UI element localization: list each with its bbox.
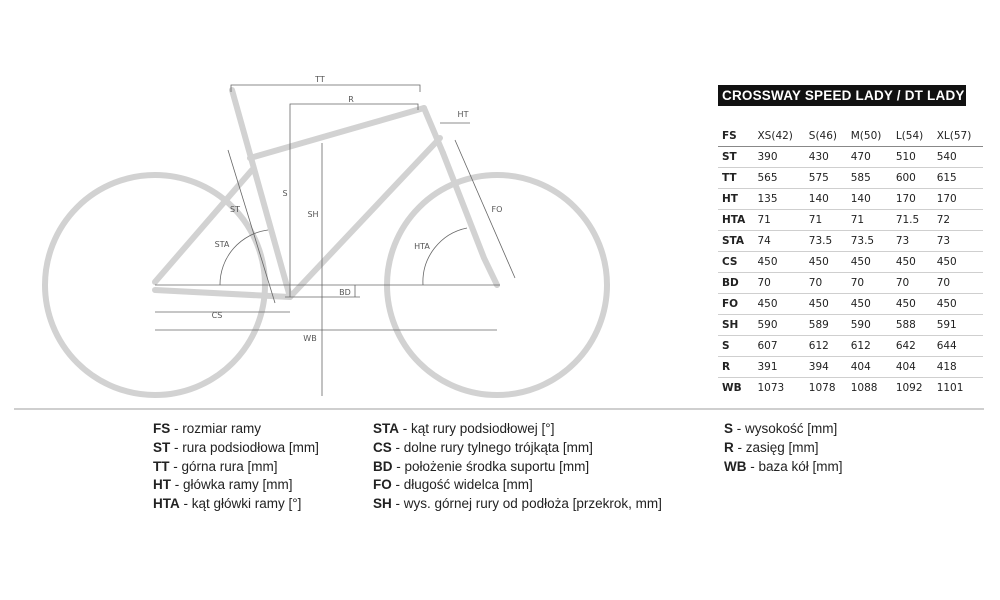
label-tt: TT: [315, 75, 325, 84]
table-cell: 71: [847, 210, 892, 231]
table-cell: 73: [892, 231, 933, 252]
label-r: R: [348, 95, 354, 104]
legend-text: - wysokość [mm]: [733, 421, 838, 436]
table-cell: 70: [805, 273, 847, 294]
table-row: [718, 273, 983, 294]
table-cell: 565: [753, 168, 804, 189]
legend-text: - zasięg [mm]: [733, 439, 819, 455]
label-wb: WB: [303, 334, 317, 343]
legend-abbr: ST: [153, 439, 171, 455]
table-cell: 450: [753, 294, 804, 315]
table-row: [718, 168, 983, 189]
label-s: S: [282, 189, 288, 198]
legend-item: [373, 458, 662, 477]
table-cell: 71: [805, 210, 847, 231]
legend-abbr: CS: [373, 439, 392, 455]
table-row-label: ST: [718, 147, 753, 168]
table-row-label: SH: [718, 315, 753, 336]
label-ht: HT: [457, 110, 469, 119]
legend-abbr: HTA: [153, 496, 180, 512]
table-cell: 470: [847, 147, 892, 168]
table-cell: 390: [753, 147, 804, 168]
r-dimension: [290, 104, 418, 110]
table-cell: 70: [933, 273, 983, 294]
legend-abbr: FO: [373, 477, 392, 493]
table-cell: 450: [892, 294, 933, 315]
hta-arc: [423, 228, 467, 285]
table-cell: 1073: [757, 382, 785, 394]
table-cell: 70: [847, 273, 892, 294]
table-cell: 71: [753, 210, 804, 231]
table-row-label: BD: [718, 273, 753, 294]
table-row-label: R: [718, 357, 753, 378]
table-size-header: XL(57): [933, 126, 983, 147]
legend-text: - położenie środka suportu [mm]: [392, 458, 590, 474]
table-size-header: M(50): [847, 126, 892, 147]
table-cell: 450: [805, 294, 847, 315]
frame: [155, 90, 497, 297]
table-row-label: WB: [722, 382, 742, 394]
table-cell: 70: [892, 273, 933, 294]
legend-item: [373, 439, 662, 458]
table-cell: 591: [933, 315, 983, 336]
table-size-header: XS(42): [753, 126, 804, 147]
legend-column-3: [724, 420, 843, 476]
table-cell: 600: [892, 168, 933, 189]
table-cell: 615: [933, 168, 983, 189]
table-row: [718, 252, 983, 273]
legend-text: - rozmiar ramy: [170, 421, 262, 436]
table-cell: 1092: [895, 382, 923, 394]
table-cell: 450: [753, 252, 804, 273]
legend-item: [153, 458, 319, 477]
table-cell: 450: [805, 252, 847, 273]
table-cell: 74: [753, 231, 804, 252]
legend-text: - długość widelca [mm]: [391, 477, 533, 493]
legend-abbr: FS: [153, 421, 171, 436]
table-cell: 170: [892, 189, 933, 210]
table-cell: 1101: [936, 382, 964, 394]
legend-text: - rura podsiodłowa [mm]: [170, 439, 319, 455]
table-cell: 1078: [808, 382, 836, 394]
table-row-label: HTA: [718, 210, 753, 231]
geometry-table: [718, 126, 983, 398]
table-cell: 73: [933, 231, 983, 252]
table-cell: 612: [847, 336, 892, 357]
top-tube: [250, 108, 424, 158]
legend-text: - baza kół [mm]: [746, 458, 843, 474]
legend-item: [153, 476, 319, 495]
table-row: [718, 315, 983, 336]
table-cell: 590: [753, 315, 804, 336]
table-row: [718, 189, 983, 210]
table-cell: 71.5: [892, 210, 933, 231]
legend-abbr: TT: [153, 458, 170, 474]
legend-item: [724, 439, 843, 458]
legend-item: [373, 476, 662, 495]
legend-abbr: BD: [373, 458, 393, 474]
legend-item: [724, 458, 843, 477]
table-cell: 404: [892, 357, 933, 378]
legend-column-1: [153, 420, 319, 514]
table-cell: 140: [805, 189, 847, 210]
table-size-header: S(46): [805, 126, 847, 147]
table-header-row: [718, 126, 983, 147]
table-row-label: CS: [718, 252, 753, 273]
table-cell: 70: [753, 273, 804, 294]
table-cell: 418: [933, 357, 983, 378]
legend-item: [153, 439, 319, 458]
legend-text: - górna rura [mm]: [169, 458, 278, 474]
legend-item: [373, 420, 662, 439]
table-cell: 404: [847, 357, 892, 378]
legend-item: [153, 495, 319, 514]
table-row-label: S: [718, 336, 753, 357]
table-header-label: FS: [718, 126, 753, 147]
table-cell: 450: [933, 252, 983, 273]
table-cell: 590: [847, 315, 892, 336]
table-row: [718, 378, 983, 399]
table-row-label: STA: [718, 231, 753, 252]
table-cell: 510: [892, 147, 933, 168]
legend-text: - kąt rury podsiodłowej [°]: [399, 421, 555, 436]
table-row: [718, 294, 983, 315]
table-cell: 642: [892, 336, 933, 357]
table-cell: 73.5: [847, 231, 892, 252]
legend-item: [724, 420, 843, 439]
legend-abbr: S: [724, 421, 734, 436]
legend-text: - wys. górnej rury od podłoża [przekrok, mm]: [391, 496, 662, 512]
table-cell: 1088: [850, 382, 878, 394]
table-cell: 450: [892, 252, 933, 273]
separator-line: [14, 408, 984, 410]
label-hta: HTA: [414, 242, 430, 251]
table-cell: 394: [805, 357, 847, 378]
legend-abbr: SH: [373, 496, 392, 512]
label-st: ST: [230, 205, 240, 214]
table-row: [718, 357, 983, 378]
table-row: [718, 336, 983, 357]
table-row: [718, 231, 983, 252]
table-cell: 575: [805, 168, 847, 189]
table-cell: 644: [933, 336, 983, 357]
table-cell: 450: [933, 294, 983, 315]
table-cell: 72: [933, 210, 983, 231]
legend-item: [153, 420, 319, 439]
label-cs: CS: [211, 311, 223, 320]
label-fo: FO: [491, 205, 503, 214]
table-cell: 430: [805, 147, 847, 168]
label-sta: STA: [214, 240, 230, 249]
table-cell: 450: [847, 294, 892, 315]
table-cell: 589: [805, 315, 847, 336]
model-title: CROSSWAY SPEED LADY / DT LADY: [718, 85, 966, 106]
table-cell: 450: [847, 252, 892, 273]
table-cell: 612: [805, 336, 847, 357]
table-cell: 140: [847, 189, 892, 210]
tt-dimension: [231, 85, 420, 92]
table-cell: 170: [933, 189, 983, 210]
legend-column-2: [373, 420, 662, 514]
legend-abbr: STA: [373, 421, 399, 436]
table-size-header: L(54): [892, 126, 933, 147]
table-cell: 391: [753, 357, 804, 378]
table-cell: 540: [933, 147, 983, 168]
legend-abbr: WB: [724, 458, 747, 474]
table-row: [718, 210, 983, 231]
legend-abbr: R: [724, 439, 734, 455]
label-bd: BD: [339, 288, 351, 297]
table-cell: 585: [847, 168, 892, 189]
legend-text: - dolne rury tylnego trójkąta [mm]: [391, 439, 593, 455]
legend-item: [373, 495, 662, 514]
table-cell: 607: [753, 336, 804, 357]
label-sh: SH: [307, 210, 319, 219]
table-cell: 73.5: [805, 231, 847, 252]
table-cell: 588: [892, 315, 933, 336]
table-row-label: TT: [718, 168, 753, 189]
table-cell: 135: [753, 189, 804, 210]
legend-text: - główka ramy [mm]: [171, 477, 293, 493]
table-row: [718, 147, 983, 168]
table-row-label: HT: [718, 189, 753, 210]
legend-text: - kąt główki ramy [°]: [179, 496, 302, 512]
legend-abbr: HT: [153, 477, 171, 493]
chain-stay: [155, 290, 290, 297]
table-row-label: FO: [718, 294, 753, 315]
